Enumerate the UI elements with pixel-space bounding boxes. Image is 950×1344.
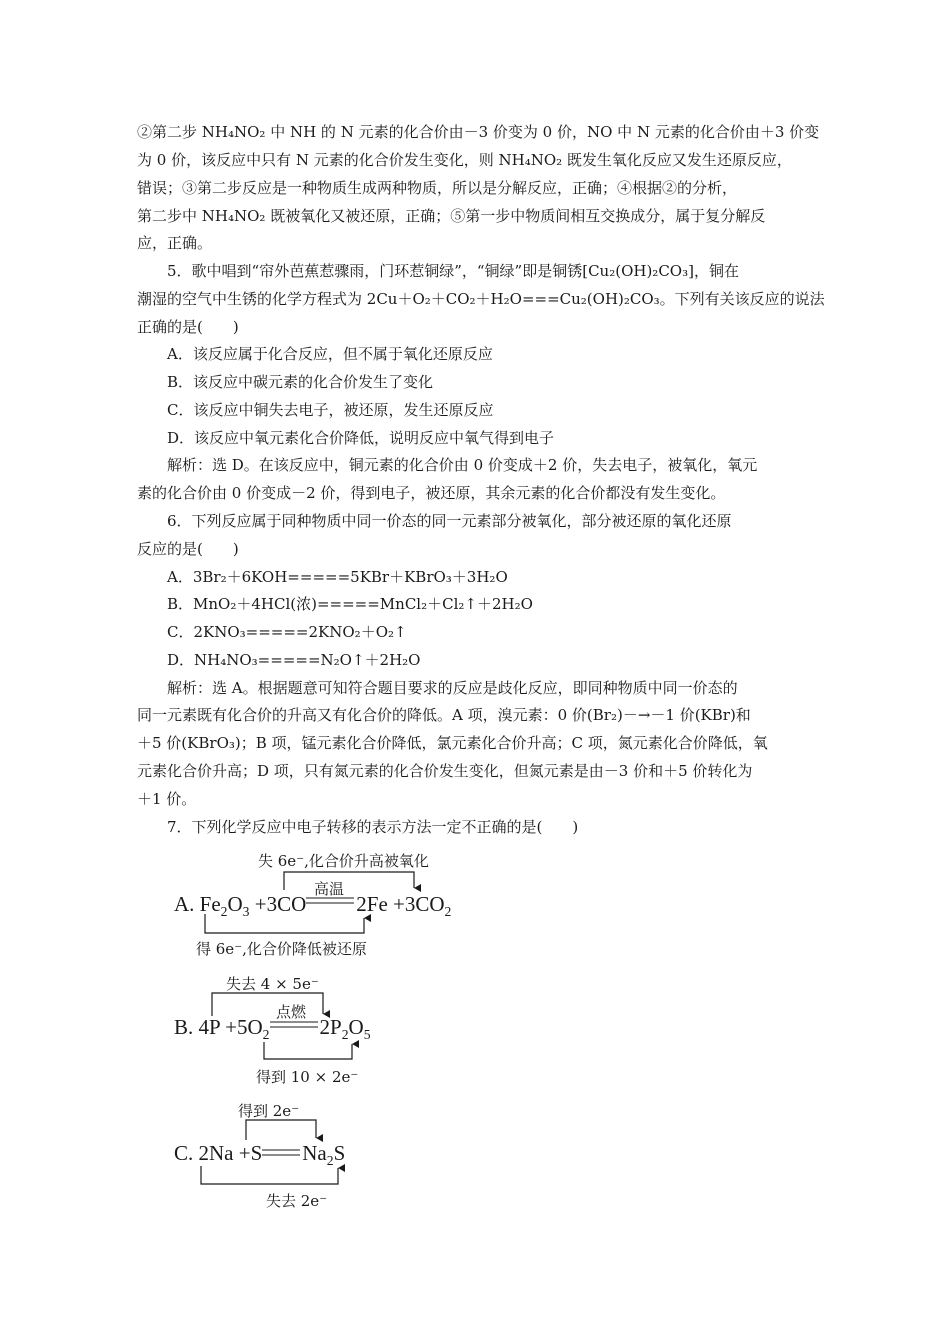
diagram-b-equation: B. $4P +5O_2$ $2P_2O_5$ (174, 1015, 371, 1042)
diagram-a-equation: A. $Fe_2O_3 +3CO$ $2Fe +3CO_2$ (174, 892, 452, 919)
question-5-option-d: D．该反应中氧元素化合价降低，说明反应中氧气得到电子 (167, 429, 555, 447)
question-6-option-a: A．3Br₂＋6KOH=====5KBr＋KBrO₃＋3H₂O (167, 568, 508, 586)
diagram-c-bottom-label: 失去 2e⁻ (266, 1192, 328, 1210)
diagram-b-top-arrow (212, 993, 323, 1016)
question-5-analysis-1: 解析：选 D。在该反应中，铜元素的化合价由 0 价变成＋2 价，失去电子，被氧化，氧元 (167, 456, 758, 474)
diagram-b-bottom-arrow (264, 1042, 352, 1059)
analysis-4-line-2: 为 0 价，该反应中只有 N 元素的化合价发生变化，则 NH₄NO₂ 既发生氧化反应又发生还原反应， (137, 151, 792, 169)
diagram-c-top-label: 得到 2e⁻ (238, 1102, 300, 1120)
question-6-stem-1: 6．下列反应属于同种物质中同一价态的同一元素部分被氧化，部分被还原的氧化还原 (167, 512, 732, 530)
question-6-option-d: D．NH₄NO₃=====N₂O↑＋2H₂O (167, 651, 421, 669)
question-6-option-c: C．2KNO₃=====2KNO₂＋O₂↑ (167, 623, 407, 641)
question-5-option-a: A．该反应属于化合反应，但不属于氧化还原反应 (167, 345, 493, 363)
question-6-analysis-3: ＋5 价(KBrO₃)；B 项，锰元素化合价降低，氯元素化合价升高；C 项，氮元素化合价降低，氧 (137, 734, 768, 752)
diagram-a-bottom-label: 得 6e⁻,化合价降低被还原 (196, 940, 367, 958)
question-6-analysis-1: 解析：选 A。根据题意可知符合题目要求的反应是歧化反应，即同种物质中同一价态的 (167, 679, 738, 697)
question-5-option-c: C．该反应中铜失去电子，被还原，发生还原反应 (167, 401, 494, 419)
question-7-stem: 7．下列化学反应中电子转移的表示方法一定不正确的是( ) (167, 818, 579, 836)
question-6-analysis-2: 同一元素既有化合价的升高又有化合价的降低。A 项，溴元素：0 价(Br₂)－→－1 价(KBr)和 (137, 706, 751, 724)
diagram-a-condition: 高温 (314, 880, 345, 898)
analysis-4-line-3: 错误；③第二步反应是一种物质生成两种物质，所以是分解反应，正确；④根据②的分析， (137, 179, 738, 197)
question-6-analysis-5: ＋1 价。 (137, 790, 197, 808)
question-5-stem-2: 潮湿的空气中生锈的化学方程式为 2Cu＋O₂＋CO₂＋H₂O===Cu₂(OH)₂CO₃。下列有关该反应的说法 (137, 290, 825, 308)
question-6-analysis-4: 元素化合价升高；D 项，只有氮元素的化合价发生变化，但氮元素是由－3 价和＋5 价转化为 (137, 762, 753, 780)
diagram-a-top-label: 失 6e⁻,化合价升高被氧化 (258, 852, 429, 870)
diagram-b-condition: 点燃 (276, 1003, 307, 1021)
diagram-b-bottom-label: 得到 10 × 2e⁻ (256, 1068, 359, 1086)
analysis-4-line-1: ②第二步 NH₄NO₂ 中 NH 的 N 元素的化合价由－3 价变为 0 价，NO 中 N 元素的化合价由＋3 价变 (137, 123, 820, 141)
question-5-stem-1: 5．歌中唱到“帘外芭蕉惹骤雨，门环惹铜绿”，“铜绿”即是铜锈[Cu₂(OH)₂CO₃]，铜在 (167, 262, 739, 280)
diagram-c-top-arrow (246, 1120, 316, 1140)
question-6-stem-2: 反应的是( ) (137, 540, 239, 558)
diagram-c-equation: C. 2Na +S $Na_2S$ (174, 1141, 346, 1168)
analysis-4-line-5: 应，正确。 (137, 234, 213, 252)
diagram-b-top-label: 失去 4 × 5e⁻ (226, 975, 319, 993)
question-6-option-b: B．MnO₂＋4HCl(浓)=====MnCl₂＋Cl₂↑＋2H₂O (167, 595, 533, 613)
question-5-analysis-2: 素的化合价由 0 价变成－2 价，得到电子，被还原，其余元素的化合价都没有发生变化。 (137, 484, 726, 502)
diagram-a-top-arrow (284, 872, 414, 890)
question-5-stem-3: 正确的是( ) (137, 318, 239, 336)
question-5-option-b: B．该反应中碳元素的化合价发生了变化 (167, 373, 434, 391)
analysis-4-line-4: 第二步中 NH₄NO₂ 既被氧化又被还原，正确；⑤第一步中物质间相互交换成分，属于复分解反 (137, 207, 766, 225)
